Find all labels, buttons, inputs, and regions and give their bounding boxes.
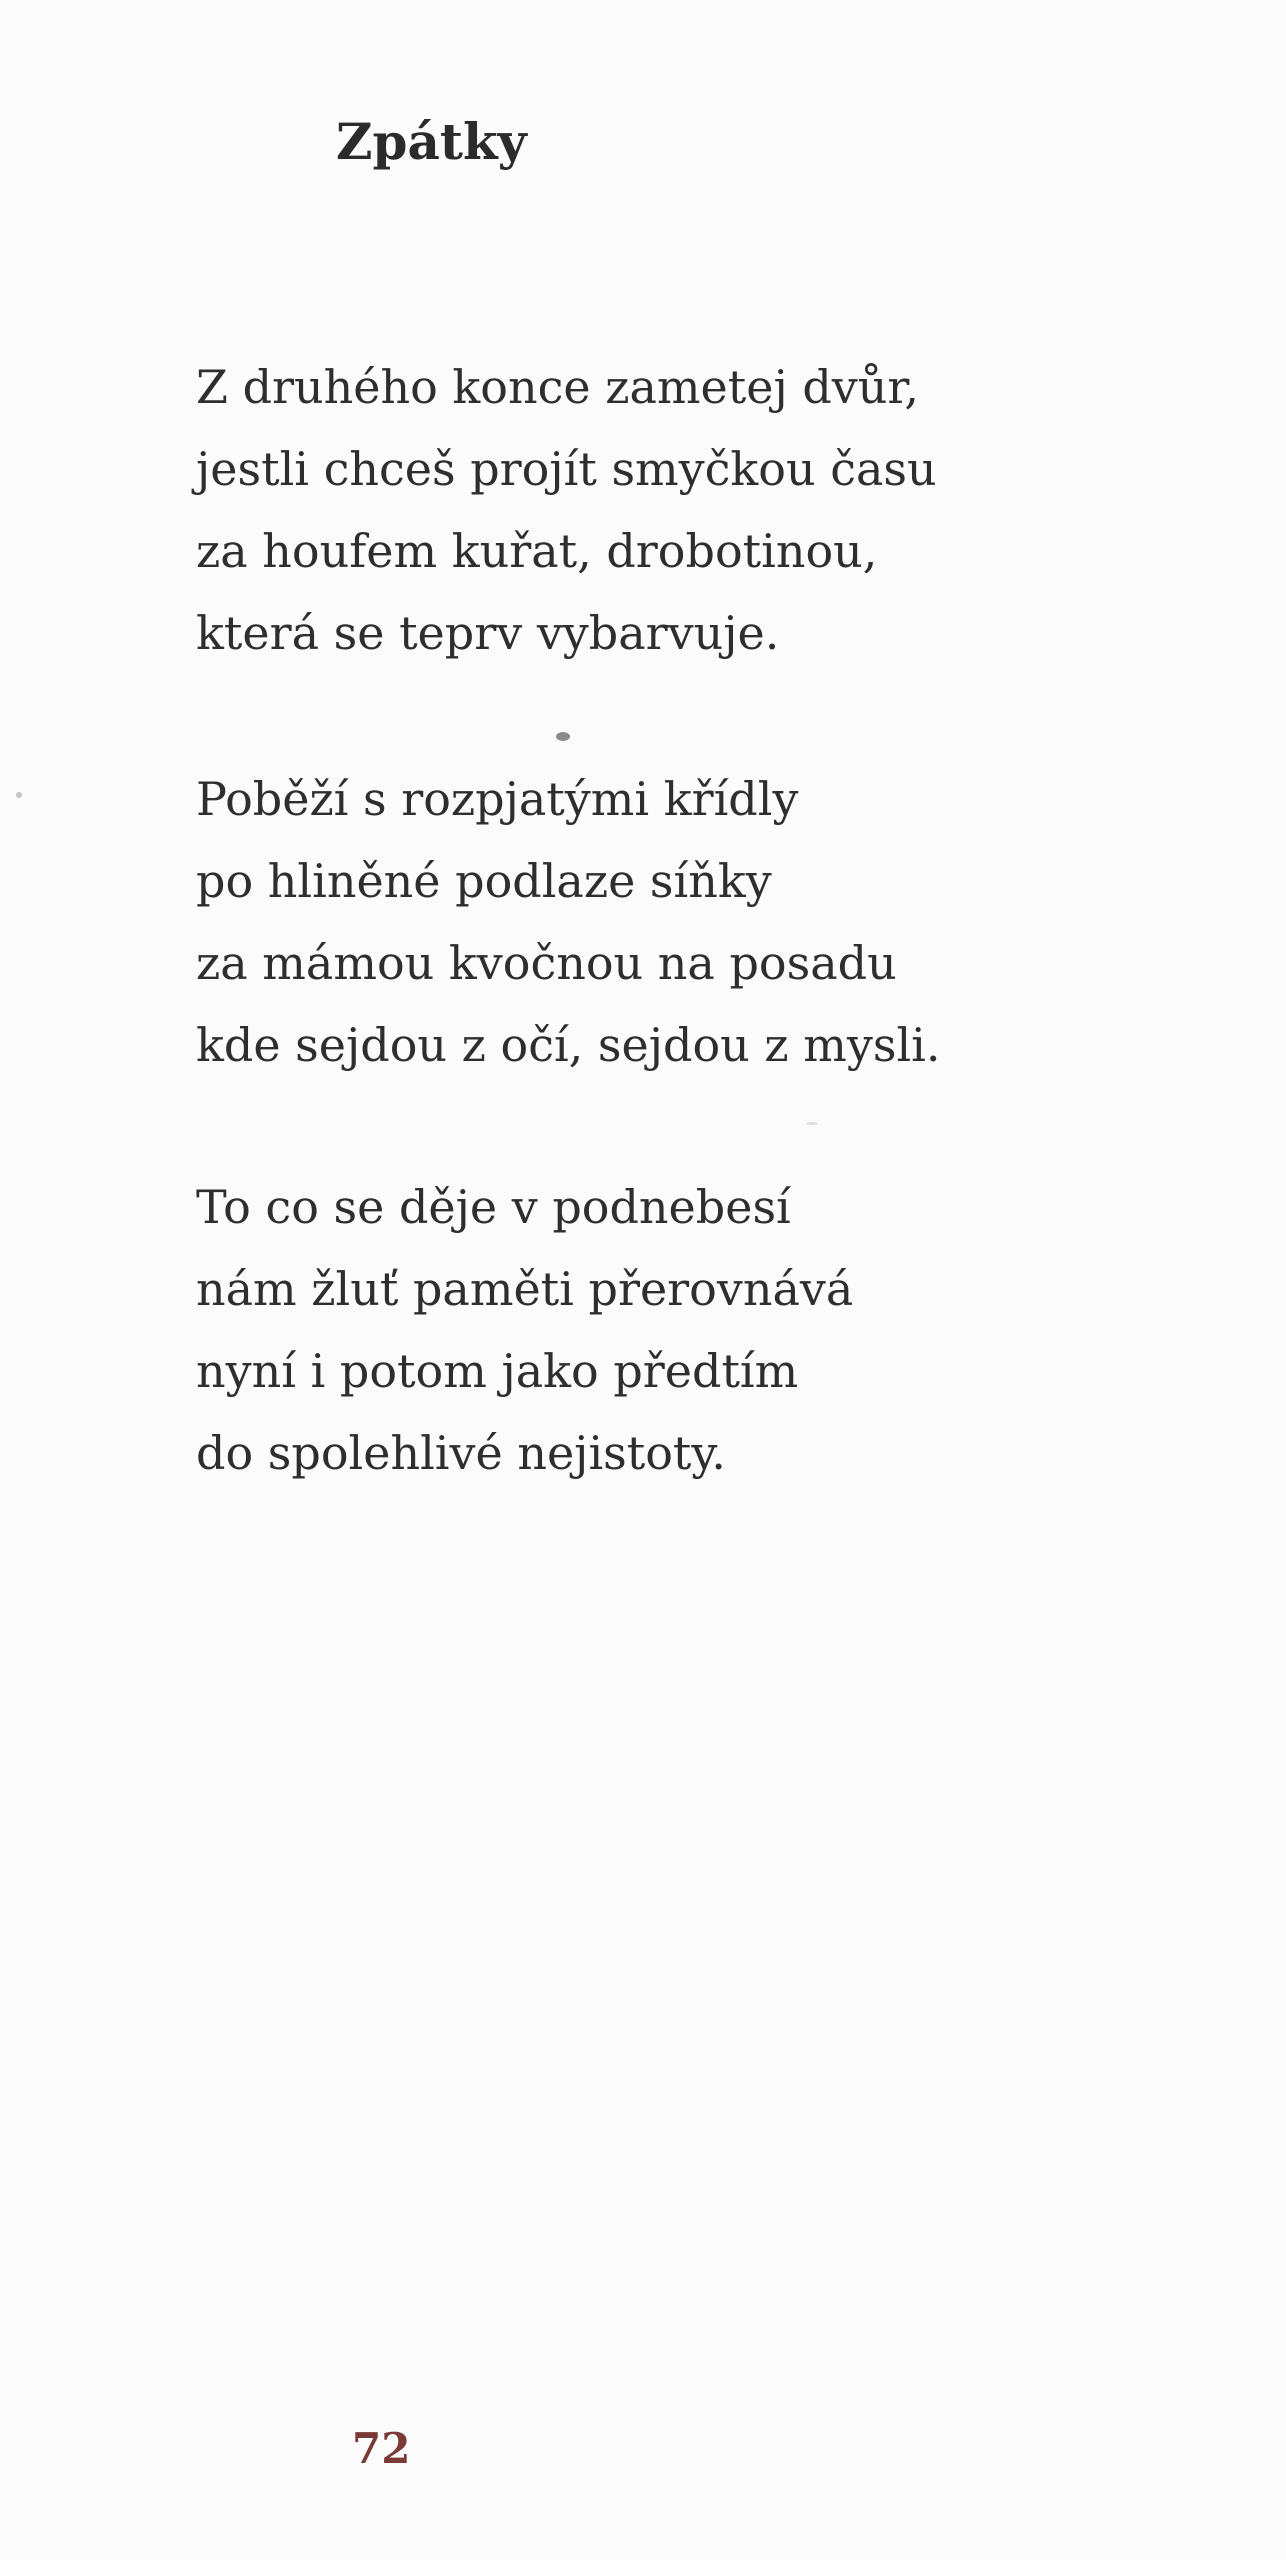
- ink-speck: [556, 732, 570, 741]
- ink-speck: [16, 792, 22, 798]
- poem-line: do spolehlivé nejistoty.: [196, 1426, 726, 1480]
- page-number: 72: [352, 2424, 411, 2473]
- stanza-2: [196, 758, 941, 1086]
- poem-line: nyní i potom jako předtím: [196, 1344, 799, 1398]
- poem-line: která se teprv vybarvuje.: [196, 606, 780, 660]
- stanza-1: [196, 346, 937, 674]
- poem-line: za mámou kvočnou na posadu: [196, 936, 897, 990]
- poem-line: za houfem kuřat, drobotinou,: [196, 524, 878, 578]
- poem-line: po hliněné podlaze síňky: [196, 854, 772, 908]
- poem-line: To co se děje v podnebesí: [196, 1180, 791, 1234]
- poem-line: Poběží s rozpjatými křídly: [196, 772, 799, 826]
- poem-line: Z druhého konce zametej dvůr,: [196, 360, 919, 414]
- poem-line: jestli chceš projít smyčkou času: [196, 442, 937, 496]
- ink-speck: [806, 1122, 818, 1125]
- poem-line: kde sejdou z očí, sejdou z mysli.: [196, 1018, 941, 1072]
- stanza-3: [196, 1166, 853, 1494]
- poem-line: nám žluť paměti přerovnává: [196, 1262, 854, 1316]
- poem-title: Zpátky: [336, 112, 527, 171]
